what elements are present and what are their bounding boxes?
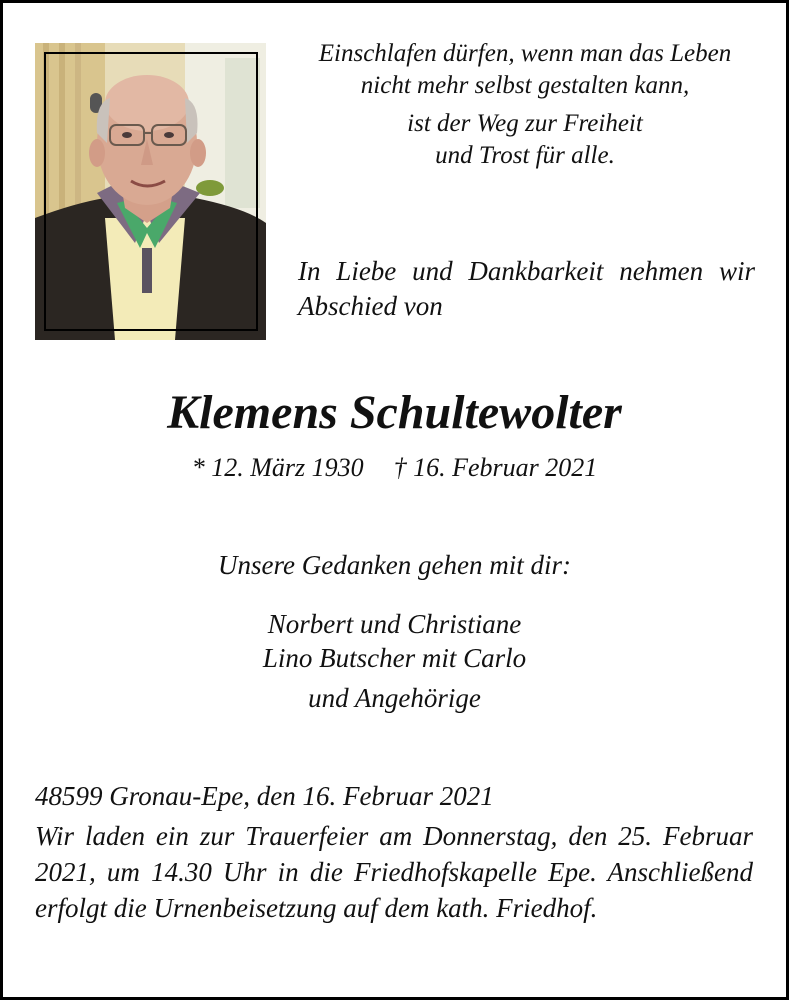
mourner-line: und Angehörige	[308, 683, 481, 713]
place-and-date: 48599 Gronau-Epe, den 16. Februar 2021	[35, 781, 494, 811]
funeral-invitation: Wir laden ein zur Trauerfeier am Donnerstag, den 25. Februar 2021, um 14.30 Uhr in die Friedhofskapelle Epe. Anschließend erfolgt die Urnenbeisetzung auf dem kath. Friedhof.	[35, 821, 753, 923]
verse-line: ist der Weg zur Freiheit	[407, 110, 643, 137]
mourners-list	[0, 607, 789, 675]
verse-stanza-1	[290, 38, 760, 102]
verse-line: Einschlafen dürfen, wenn man das Leben	[318, 40, 732, 67]
birth-date: * 12. März 1930	[191, 453, 364, 482]
life-dates	[0, 453, 789, 483]
mourner-line: Lino Butscher mit Carlo	[262, 643, 527, 673]
thoughts-heading: Unsere Gedanken gehen mit dir:	[218, 550, 571, 580]
verse-line: und Trost für alle.	[435, 142, 615, 169]
farewell-intro: In Liebe und Dankbarkeit nehmen wir Abschied von	[298, 256, 755, 321]
deceased-name: Klemens Schultewolter	[167, 386, 622, 439]
portrait-photo	[35, 43, 266, 340]
verse-line: nicht mehr selbst gestalten kann,	[360, 72, 690, 99]
verse-stanza-2	[290, 108, 760, 172]
photo-inner-frame	[44, 52, 258, 331]
death-date: † 16. Februar 2021	[393, 453, 598, 482]
mourner-line: Norbert und Christiane	[267, 609, 522, 639]
